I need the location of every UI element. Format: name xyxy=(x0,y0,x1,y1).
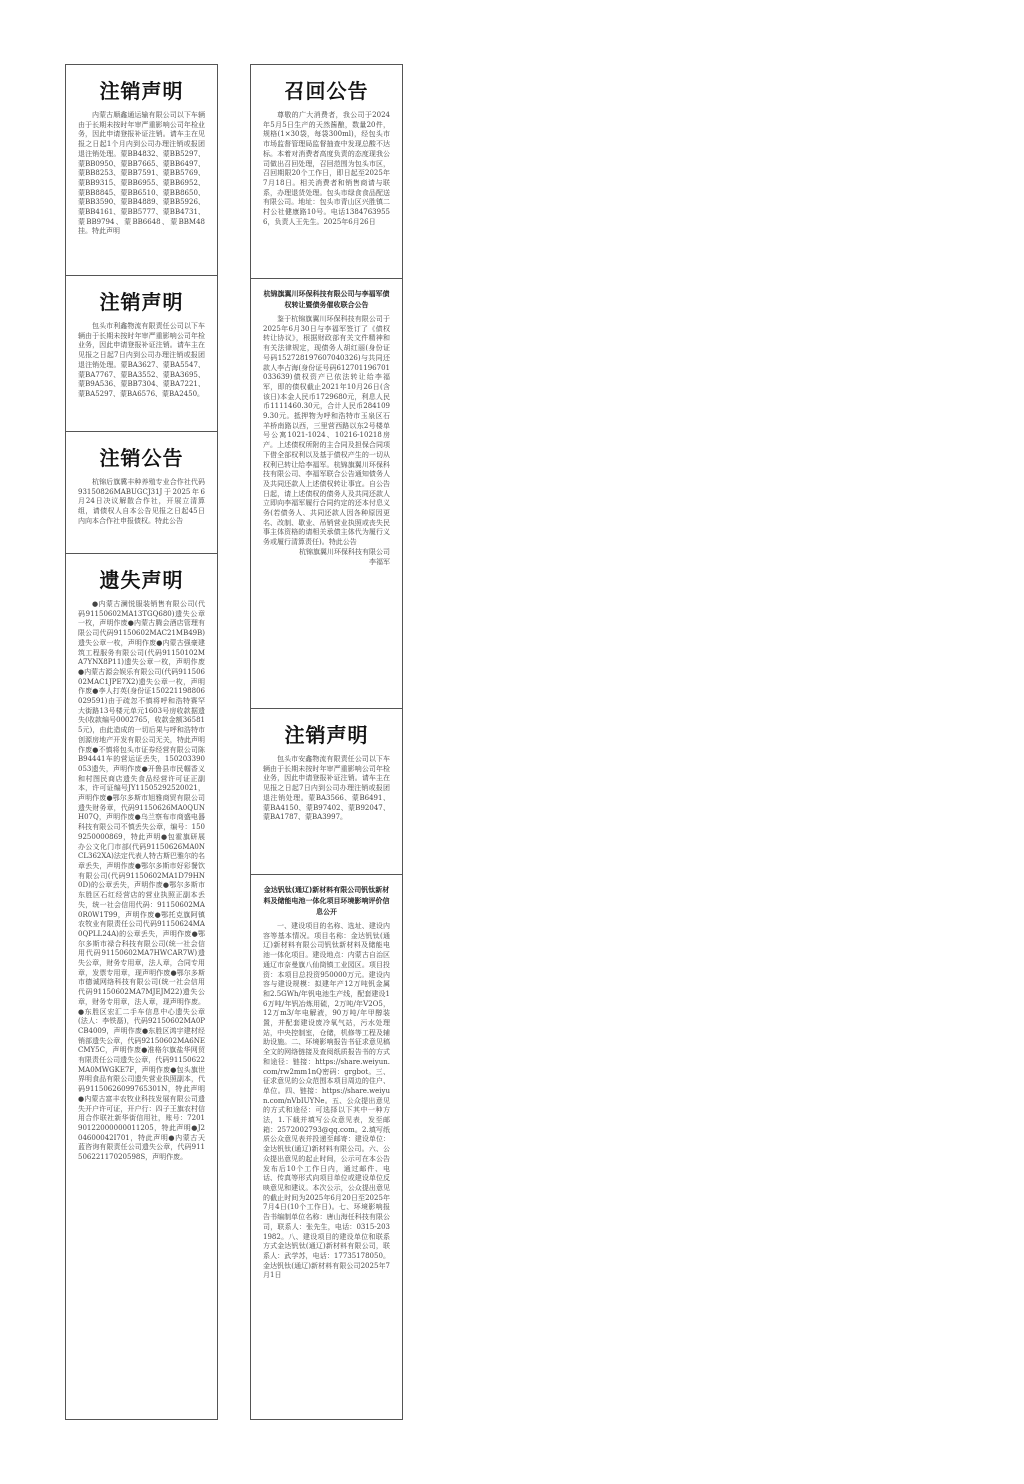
notice-body: 一、建设项目的名称、选址、建设内容等基本情况。项目名称：金达钒钛(通辽)新材料有限公司钒钛新材料及储能电池一体化项目。建设地点：内蒙古自治区通辽市奈曼旗八仙筒镇工业园区。项目投资：本项目总投资950000万元。建设内容与建设规模：拟建年产12万吨钒金属和2.5GWh/年钒电池生产线，配套建设16万吨/年钒冶炼用硫，2万吨/年V2O5，12万m3/年电解液，90万吨/年甲醇装置，并配套建设废冷氧气站，污水处理站，中央控制室，仓储，机修等工程及辅助设施。二、环境影响报告书征求意见稿全文的网络链接及查阅纸质报告书的方式和途径：链接：https://share.weiyun.com/rw2mm1nQ密码：grgbot。三、征求意见的公众范围本项目周边的住户、单位。四、链接：https://share.weiyun.com/nVbIUYNe。五、公众提出意见的方式和途径：可选择以下其中一种方法，1.下载并填写公众意见表，发至邮箱：2572002793@qq.com。2.填写纸质公众意见表并投递至邮寄：建设单位：金达钒钛(通辽)新材料有限公司。六、公众提出意见的起止时间，公示可在本公告发布后10个工作日内，通过邮件、电话、传真等形式向项目单位或建设单位反映意见和建议。本次公示，公众提出意见的截止时间为2025年6月20日至2025年7月4日(10个工作日)。七、环境影响报告书编制单位名称：唐山海任科技有限公司，联系人：张先生，电话：0315-2031982。八、建设项目的建设单位和联系方式金达钒钛(通辽)新材料有限公司，联系人：武学苏，电话：17735178050。金达钒钛(通辽)新材料有限公司2025年7月1日 xyxy=(263,922,390,1280)
notice-signature-company: 杭锦旗翼川环保科技有限公司 xyxy=(299,547,390,556)
notice-vehicle-cancel-1 xyxy=(66,65,217,276)
notice-vehicle-cancel-2 xyxy=(66,276,217,432)
notice-title: 注销声明 xyxy=(284,723,369,747)
notice-body: 尊敬的广大消费者，我公司于2024年5月5日生产的天然酱酿，数量20件，规格(1×30袋，每袋300ml)，经包头市市场监督管理局监督抽查中发现总酸不达标。本着对消费者高度负责的态度现我公司做出召回处理，召回范围为包头市区，召回期限20个工作日，即日起至2025年7月18日。相关消费者和销售商请与联系，办理退货处理。包头市绿食食品配送有限公司。地址：包头市青山区兴胜镇二村公社健康路10号。电话13847639556，负责人王先生。2025年6月26日 xyxy=(263,111,390,226)
notice-body: 内蒙古顺鑫通运输有限公司以下车辆由于长期未按时年审严重影响公司年检业务，因此申请登报补证注销。请车主在见报之日起1个月内到公司办理注销或报团退注销处理。蒙BB4832、蒙BB5297、蒙BB0950、蒙BB7665、蒙BB6497、蒙BB8253、蒙BB7591、蒙BB5769、蒙BB9315、蒙BB6955、蒙BB6952、蒙BB8845、蒙BB6510、蒙BB8650、蒙BB3590、蒙BB4889、蒙BB5926、蒙BB4161、蒙BB5777、蒙BB4731、蒙BB9794、蒙BB6648、蒙BBM48挂。特此声明 xyxy=(78,111,205,236)
notice-debt-transfer xyxy=(251,279,402,709)
notice-title: 金达钒钛(通辽)新材料有限公司钒钛新材料及储能电池一体化项目环境影响评价信息公开 xyxy=(263,886,390,916)
notice-body: 杭锦后旗冀丰种养殖专业合作社代码93150826MABUGCJ31J于2025年6月24日决议解散合作社，开展立清算组，请债权人自本公告见报之日起45日内向本合作社申报债权。特此公告 xyxy=(78,478,205,525)
notice-title: 注销声明 xyxy=(99,290,184,314)
notice-lost-items xyxy=(66,554,217,1419)
notice-body: 包头市利鑫物流有限责任公司以下车辆由于长期未按时年审严重影响公司年检业务，因此申请登报补证注销。请车主在见报之日起7日内到公司办理注销或报团退注销处理。蒙BA3627、蒙BA5547、蒙BA7767、蒙BA3552、蒙BA3695、蒙B9A536、蒙BB7304、蒙BA7221、蒙BA5297、蒙BA6576、蒙BA2450。 xyxy=(78,322,205,398)
notice-title: 注销声明 xyxy=(99,79,184,103)
notice-column-right xyxy=(250,64,403,1420)
notice-product-recall xyxy=(251,65,402,279)
notice-body: ●内蒙古澜悦服装销售有限公司(代码91150602MA13TGQ680)遗失公章一枚，声明作废●内蒙古腾会酒店管理有限公司代码91150602MAC21MB49B)遗失公章一枚，声明作废●内蒙古强豪建筑工程服务有限公司(代码91150102MA7YNX8P11)遗失公章一枚，声明作废●内蒙古源会娱乐有限公司(代码91150602MAC1JPE7X2)遗失公章一枚，声明作废●李人打英(身份证150221198806029591)由于疏忽不慎将呼和浩特赛罕大街路13号楼元单元1603号房收款据遗失(收款编号0002765，收款金额365815元)，由此造成的一切后果与呼和浩特市创源房地产开发有限公司无关，特此声明作废●不慎将包头市证券经营有限公司陈B94441车的营运证丢失，150203390053遗失，声明作废●开鲁县市民帼香义和村图民商店遗失食品经营许可证正副本，许可证编号JY11505292520021，声明作废●鄂尔多斯市旭雅商贸有限公司遗失财务章，代码91150626MA0QUNH07Q，声明作废●乌兰察布市商盛电器科技有限公司不慎丢失公章，编号：1509250000869，特此声明●包霍旗研展办公文化门市部(代码91150626MA0NCL362XA)法定代表人特古斯巴雅尔的名章丢失，声明作废●鄂尔多斯市好彩餐饮有限公司(代码91150602MA1D79HN0D)的公章丢失，声明作废●鄂尔多斯市东胜区石红经营店的营业执照正副本丢失，统一社会信用代码：91150602MA0R0W1T99，声明作废●鄂托克旗阿镇农牧业有限责任公司代码91150624MA0QPLL24A)的公章丢失，声明作废●鄂尔多斯市禄合科技有限公司(统一社会信用代码91150602MA7HWCAR7W)遗失公章，财务专用章，法人章，合同专用章，发票专用章，现声明作废●鄂尔多斯市德诚网络科技有限公司(统一社会信用代码91150602MA7MJEJM22)遗失公章，财务专用章，法人章，现声明作废。●东胜区宏汇二手车信息中心遗失公章(法人：李铁磊)，代码92150602MA0PCB4009，声明作废●东胜区鸿宇建材经销部遗失公章，代码92150602MA6NECMY5C，声明作废●准格尔旗盐华网贸有限责任公司遗失公章，代码91150622MA0MWGKE7F，声明作废●包头旗世界明食品有限公司遗失营业执照副本，代码91150626099765301N，特此声明●内蒙古富丰农牧业科技发展有限公司遗失开户许可证，开户行：四子王旗农村信用合作联社新华街信用社，账号：720190122000000011205，特此声明●J204600042I701，特此声明●内蒙古天蓝咨询有限责任公司遗失公章，代码91150622117020598S，声明作废。 xyxy=(78,600,205,1162)
notice-environmental-assessment xyxy=(251,875,402,1419)
notice-vehicle-cancel-3 xyxy=(251,709,402,875)
notice-signature-person: 李福军 xyxy=(369,557,390,566)
notice-title: 注销公告 xyxy=(99,446,184,470)
notice-body: 包头市安鑫物流有限责任公司以下车辆由于长期未按时年审严重影响公司年检业务，因此申请登报补证注销。请车主在见报之日起7日内到公司办理注销或报团退注销处理。蒙BA3566、蒙B6491、蒙BA4150、蒙B97402、蒙B92047、蒙BA1787、蒙BA3997。 xyxy=(263,755,390,822)
notice-body: 鉴于杭锦旗翼川环保科技有限公司于2025年6月30日与李福军签订了《债权转让协议》，根据财政部有关文件精神和有关法律规定，现债务人胡红丽(身份证号码152728197607040326)与共同还款人李占海(身份证号码612701196701033639)债权资产已依法转让给李福军，即的债权截止2021年10月26日(含该日)本金人民币1729680元，利息人民币1111460.30元，合计人民币2841099.30元。抵押物为呼和浩特市玉泉区石羊桥南路以西，三里营西路以东2号楼单号公寓1021-1024、10216-10218房产。上述债权所附的主合同及担保合同项下借全部权利以及基于债权产生的一切从权利已转让给李福军。杭锦旗翼川环保科技有限公司、李福军联合公告通知债务人及共同还款人上述债权转让事宜。自公告日起，请上述债权的债务人及共同还款人立即向李福军履行合同约定的还本付息义务(若债务人、共同还款人因各种原因更名、改制、歇业、吊销营业执照或丧失民事主体资格的请相关承债主体代为履行义务或履行清算责任)。特此公告 xyxy=(263,315,390,547)
notice-column-left xyxy=(65,64,218,1420)
notice-title: 召回公告 xyxy=(284,79,369,103)
notice-cooperative-dissolution xyxy=(66,432,217,554)
notice-title: 杭锦旗翼川环保科技有限公司与李福军债权转让暨债务催收联合公告 xyxy=(263,290,390,309)
notice-title: 遗失声明 xyxy=(99,568,184,592)
